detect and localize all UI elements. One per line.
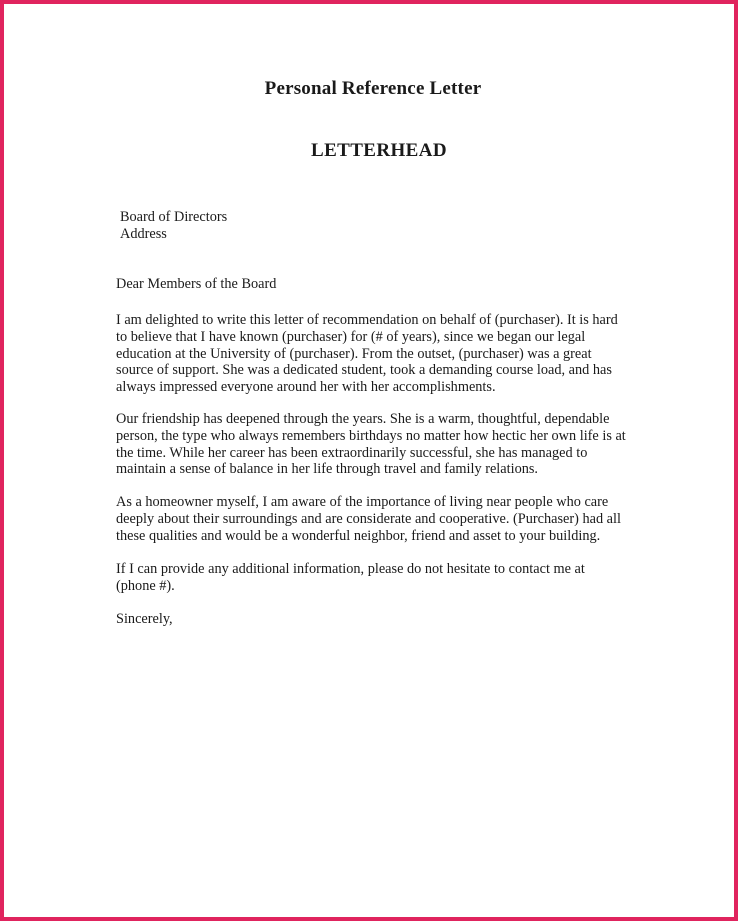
paragraph-line: I am delighted to write this letter of recommendation on behalf of (purchaser). It is hard [116,312,618,328]
paragraph-line: the time. While her career has been extraordinarily successful, she has managed to [116,444,588,461]
address-block [120,209,650,243]
salutation: Dear Members of the Board [116,276,277,292]
paragraph-line: always impressed everyone around her with her accomplishments. [116,379,496,396]
paragraph-4 [116,561,646,595]
paragraph-line: education at the University of (purchaser). From the outset, (purchaser) was a great [116,345,592,362]
paragraph-line: deeply about their surroundings and are considerate and cooperative. (Purchaser) had all [116,510,621,527]
paragraph-line: Our friendship has deepened through the years. She is a warm, thoughtful, dependable [116,411,610,427]
recipient-address: Address [120,225,167,242]
letter-title: Personal Reference Letter [264,78,482,99]
paragraph-1 [116,312,646,396]
paragraph-line: (phone #). [116,577,175,594]
paragraph-line: to believe that I have known (purchaser) for (# of years), since we began our legal [116,328,586,345]
paragraph-line: these qualities and would be a wonderful neighbor, friend and asset to your building. [116,527,601,544]
paragraph-line: person, the type who always remembers birthdays no matter how hectic her own life is at [116,427,626,444]
paragraph-line: As a homeowner myself, I am aware of the importance of living near people who care [116,494,609,510]
closing: Sincerely, [116,611,173,627]
paragraph-line: source of support. She was a dedicated student, took a demanding course load, and has [116,362,612,379]
paragraph-line: maintain a sense of balance in her life through travel and family relations. [116,461,539,478]
letterhead: LETTERHEAD [311,140,447,161]
paragraph-line: If I can provide any additional information, please do not hesitate to contact me at [116,561,585,577]
paragraph-2 [116,411,646,478]
recipient-name: Board of Directors [120,209,228,225]
paragraph-3 [116,494,646,544]
